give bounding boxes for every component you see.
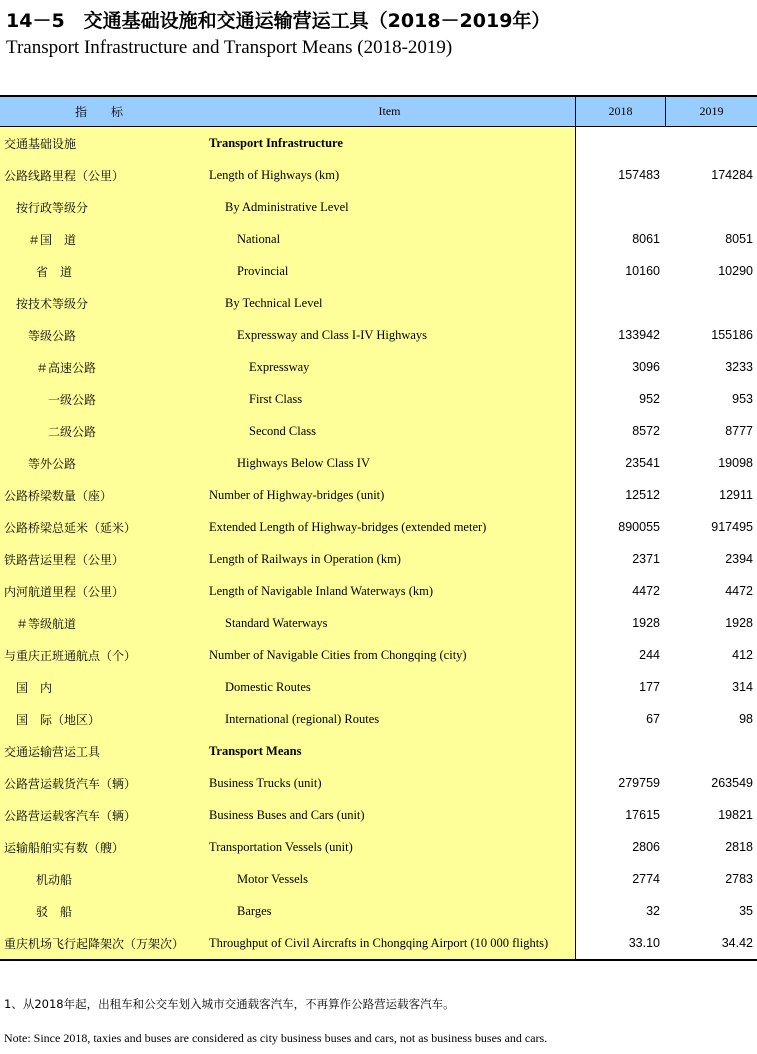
row-label-cn: 等级公路 [0, 319, 204, 351]
value-2018: 67 [646, 712, 660, 726]
value-2018 [576, 735, 666, 767]
row-label-cn: 按行政等级分 [0, 191, 204, 223]
row-label-cn: ＃等级航道 [0, 607, 204, 639]
value-2019: 155186 [711, 328, 753, 342]
row-label-en: Length of Navigable Inland Waterways (km) [204, 575, 576, 607]
value-2018: 32 [646, 904, 660, 918]
row-label-cn: 一级公路 [0, 383, 204, 415]
row-label-cn: 驳 船 [0, 895, 204, 927]
value-2019: 12911 [719, 488, 753, 502]
row-label-cn: 公路线路里程（公里） [0, 159, 204, 191]
value-2019: 2394 [725, 552, 753, 566]
value-2018: 8572 [632, 424, 660, 438]
row-label-cn: 二级公路 [0, 415, 204, 447]
table-row [0, 383, 757, 415]
value-2019: 35 [739, 904, 753, 918]
value-2019: 98 [739, 712, 753, 726]
value-2018: 23541 [625, 456, 660, 470]
row-label-cn: 机动船 [0, 863, 204, 895]
row-label-cn: ＃国 道 [0, 223, 204, 255]
value-2019: 8051 [725, 232, 753, 246]
value-2019: 917495 [711, 520, 753, 534]
row-label-en: By Technical Level [204, 287, 576, 319]
row-label-en: First Class [204, 383, 576, 415]
row-label-cn: 与重庆正班通航点（个） [0, 639, 204, 671]
row-label-cn: 运输船舶实有数（艘） [0, 831, 204, 863]
value-2019: 3233 [725, 360, 753, 374]
table-row [0, 479, 757, 511]
table-row [0, 319, 757, 351]
row-label-en: Transport Means [204, 735, 576, 767]
value-2018: 12512 [625, 488, 660, 502]
value-2019: 8777 [725, 424, 753, 438]
row-label-en: Number of Highway-bridges (unit) [204, 479, 576, 511]
table-row [0, 575, 757, 607]
row-label-en: Extended Length of Highway-bridges (extended meter) [204, 511, 576, 543]
table-row [0, 863, 757, 895]
value-2018: 2371 [632, 552, 660, 566]
value-2018 [576, 191, 666, 223]
value-2018: 157483 [618, 168, 660, 182]
value-2018: 2774 [632, 872, 660, 886]
row-label-cn: 公路桥梁数量（座） [0, 479, 204, 511]
value-2019: 19098 [718, 456, 753, 470]
table-row [0, 671, 757, 703]
row-label-cn: 国 内 [0, 671, 204, 703]
value-2019 [666, 735, 757, 767]
row-label-cn: ＃高速公路 [0, 351, 204, 383]
value-2018: 279759 [618, 776, 660, 790]
value-2018: 244 [639, 648, 660, 662]
table-row [0, 127, 757, 159]
row-label-en: Highways Below Class IV [204, 447, 576, 479]
value-2019: 19821 [718, 808, 753, 822]
value-2018: 2806 [632, 840, 660, 854]
data-table [0, 95, 757, 961]
value-2019 [666, 127, 757, 159]
table-row [0, 255, 757, 287]
row-label-en: Domestic Routes [204, 671, 576, 703]
row-label-cn: 交通运输营运工具 [0, 735, 204, 767]
table-row [0, 639, 757, 671]
row-label-cn: 交通基础设施 [0, 127, 204, 159]
row-label-en: Throughput of Civil Aircrafts in Chongqing Airport (10 000 flights) [204, 927, 576, 959]
value-2019: 263549 [711, 776, 753, 790]
row-label-en: By Administrative Level [204, 191, 576, 223]
row-label-cn: 内河航道里程（公里） [0, 575, 204, 607]
value-2019: 2783 [725, 872, 753, 886]
row-label-en: Business Buses and Cars (unit) [204, 799, 576, 831]
value-2019: 174284 [711, 168, 753, 182]
value-2018: 17615 [625, 808, 660, 822]
row-label-en: Second Class [204, 415, 576, 447]
value-2019: 2818 [725, 840, 753, 854]
row-label-cn: 国 际（地区） [0, 703, 204, 735]
table-row [0, 767, 757, 799]
header-year-2018: 2018 [576, 97, 666, 126]
table-header [0, 97, 757, 127]
table-row [0, 511, 757, 543]
page-title-en: Transport Infrastructure and Transport Means (2018-2019) [6, 37, 453, 58]
header-year-2019: 2019 [699, 104, 724, 118]
row-label-cn: 公路营运载客汽车（辆） [0, 799, 204, 831]
row-label-cn: 按技术等级分 [0, 287, 204, 319]
row-label-en: International (regional) Routes [204, 703, 576, 735]
footnote-en: Note: Since 2018, taxies and buses are considered as city business buses and cars, not as business buses and cars. [4, 1031, 548, 1045]
row-label-en: Standard Waterways [204, 607, 576, 639]
table-row [0, 799, 757, 831]
table-row [0, 607, 757, 639]
value-2019: 10290 [718, 264, 753, 278]
row-label-cn: 省 道 [0, 255, 204, 287]
table-row [0, 831, 757, 863]
row-label-en: Business Trucks (unit) [204, 767, 576, 799]
row-label-en: Length of Highways (km) [204, 159, 576, 191]
value-2019: 953 [732, 392, 753, 406]
value-2018: 33.10 [628, 936, 660, 950]
table-row [0, 895, 757, 927]
value-2018: 952 [639, 392, 660, 406]
row-label-cn: 铁路营运里程（公里） [0, 543, 204, 575]
row-label-en: Number of Navigable Cities from Chongqing (city) [204, 639, 576, 671]
value-2018: 3096 [632, 360, 660, 374]
table-row [0, 191, 757, 223]
row-label-cn: 等外公路 [0, 447, 204, 479]
table-row [0, 159, 757, 191]
value-2019: 4472 [725, 584, 753, 598]
value-2019: 412 [732, 648, 753, 662]
row-label-cn: 公路营运载货汽车（辆） [0, 767, 204, 799]
row-label-en: National [204, 223, 576, 255]
header-indicator: 指 标 [74, 105, 129, 119]
table-row [0, 927, 757, 959]
value-2019: 34.42 [721, 936, 753, 950]
table-row [0, 735, 757, 767]
value-2018: 1928 [632, 616, 660, 630]
table-row [0, 703, 757, 735]
table-row [0, 447, 757, 479]
table-row [0, 543, 757, 575]
row-label-en: Provincial [204, 255, 576, 287]
value-2018: 890055 [618, 520, 660, 534]
value-2019: 314 [732, 680, 753, 694]
row-label-en: Expressway [204, 351, 576, 383]
row-label-cn: 公路桥梁总延米（延米） [0, 511, 204, 543]
row-label-en: Expressway and Class I-IV Highways [204, 319, 576, 351]
footnote-cn: 1、从2018年起，出租车和公交车划入城市交通载客汽车，不再算作公路营运载客汽车。 [4, 997, 455, 1011]
row-label-en: Length of Railways in Operation (km) [204, 543, 576, 575]
row-label-en: Transportation Vessels (unit) [204, 831, 576, 863]
row-label-en: Barges [204, 895, 576, 927]
table-row [0, 351, 757, 383]
value-2019: 1928 [725, 616, 753, 630]
value-2018 [576, 287, 666, 319]
page-title-cn: 14－5 交通基础设施和交通运输营运工具（2018－2019年） [6, 10, 551, 32]
value-2018: 177 [639, 680, 660, 694]
value-2018: 10160 [625, 264, 660, 278]
table-row [0, 223, 757, 255]
row-label-cn: 重庆机场飞行起降架次（万架次） [0, 927, 204, 959]
value-2019 [666, 191, 757, 223]
value-2018: 4472 [632, 584, 660, 598]
header-item: Item [204, 97, 576, 126]
table-row [0, 287, 757, 319]
value-2018: 133942 [618, 328, 660, 342]
value-2018: 8061 [632, 232, 660, 246]
value-2018 [576, 127, 666, 159]
row-label-en: Transport Infrastructure [204, 127, 576, 159]
table-row [0, 415, 757, 447]
value-2019 [666, 287, 757, 319]
row-label-en: Motor Vessels [204, 863, 576, 895]
